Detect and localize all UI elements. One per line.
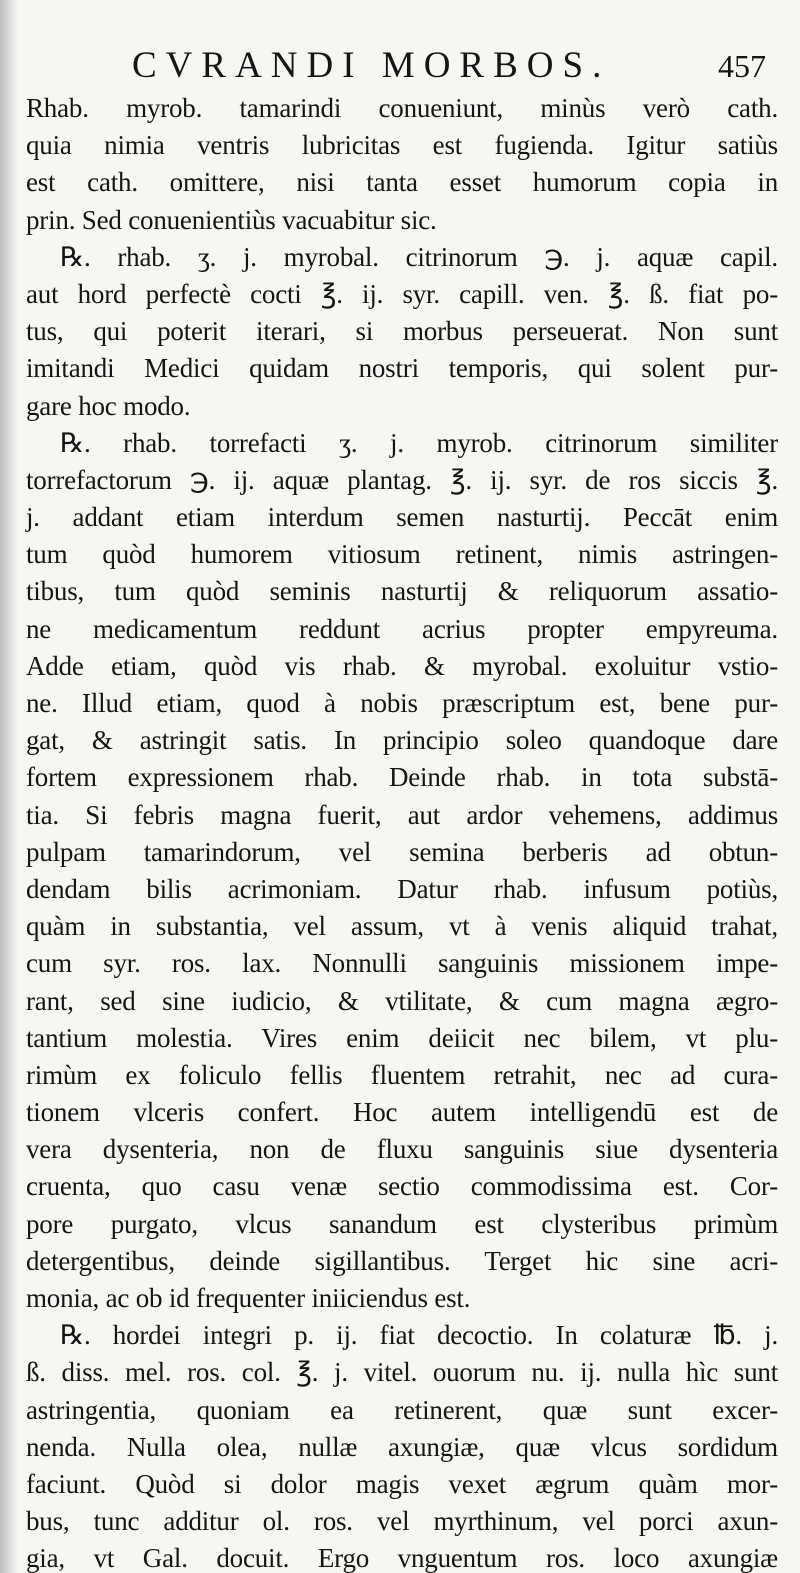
text-line: monia, ac ob id frequenter iniiciendus est.	[26, 1283, 471, 1313]
text-line: tibus, tum quòd seminis nasturtij & reliquorum assatio-	[26, 576, 778, 607]
text-line: rant, sed sine iudicio, & vtilitate, & cum magna ægro-	[26, 985, 778, 1016]
text-line: pulpam tamarindorum, vel semina berberis ad obtun-	[26, 836, 778, 867]
text-line: pore purgato, vlcus sanandum est clysteribus primùm	[26, 1208, 778, 1239]
text-line: ℞. hordei integri p. ij. fiat decoctio. In colaturæ ℔. j.	[60, 1320, 778, 1351]
text-line: aut hord perfectè cocti ℥. ij. syr. capill. ven. ℥. ß. fiat po-	[26, 278, 778, 309]
text-line: ß. diss. mel. ros. col. ℥. j. vitel. ouorum nu. ij. nulla hìc sunt	[26, 1357, 778, 1388]
text-line: fortem expressionem rhab. Deinde rhab. in tota substā-	[26, 762, 778, 793]
text-line: tum quòd humorem vitiosum retinent, nimis astringen-	[26, 539, 778, 570]
gutter-shadow	[0, 0, 18, 1573]
text-line: imitandi Medici quidam nostri temporis, qui solent pur-	[26, 353, 778, 384]
text-line: cum syr. ros. lax. Nonnulli sanguinis missionem impe-	[26, 948, 778, 979]
text-line: prin. Sed conuenientiùs vacuabitur sic.	[26, 204, 437, 235]
text-line: nenda. Nulla olea, nullæ axungiæ, quæ vlcus sordidum	[26, 1431, 778, 1462]
running-title: CVRANDI MORBOS.	[132, 45, 611, 86]
text-line: ne medicamentum reddunt acrius propter empyreuma.	[26, 613, 778, 644]
text-line: rimùm ex foliculo fellis fluentem retrahit, nec ad cura-	[26, 1059, 778, 1090]
text-line: gat, & astringit satis. In principio soleo quandoque dare	[26, 725, 778, 756]
text-line: tionem vlceris confert. Hoc autem intelligendū est de	[26, 1097, 778, 1128]
text-line: torrefactorum ℈. ij. aquæ plantag. ℥. ij. syr. de ros siccis ℥.	[26, 464, 778, 495]
text-line: ℞. rhab. torrefacti ʒ. j. myrob. citrinorum similiter	[60, 427, 778, 458]
text-line: tus, qui poterit iterari, si morbus perseuerat. Non sunt	[26, 316, 778, 347]
text-line: Adde etiam, quòd vis rhab. & myrobal. exoluitur vstio-	[26, 650, 778, 681]
text-line: quia nimia ventris lubricitas est fugienda. Igitur satiùs	[26, 130, 778, 161]
text-line: j. addant etiam interdum semen nasturtij. Peccāt enim	[26, 502, 778, 533]
text-line: dendam bilis acrimoniam. Datur rhab. infusum potiùs,	[26, 873, 778, 904]
text-line: faciunt. Quòd si dolor magis vexet ægrum quàm mor-	[26, 1468, 778, 1499]
text-line: astringentia, quoniam ea retinerent, quæ sunt excer-	[26, 1394, 778, 1425]
text-line: tia. Si febris magna fuerit, aut ardor vehemens, addimus	[26, 799, 778, 830]
page-header	[0, 40, 800, 92]
text-line: detergentibus, deinde sigillantibus. Terget hic sine acri-	[26, 1245, 778, 1276]
text-line: ne. Illud etiam, quod à nobis præscriptum est, bene pur-	[26, 688, 778, 718]
text-line: gia, vt Gal. docuit. Ergo vnguentum ros. loco axungiæ	[26, 1543, 778, 1573]
body-text	[26, 90, 778, 1573]
text-line: quàm in substantia, vel assum, vt à venis aliquid trahat,	[26, 911, 778, 942]
text-line: est cath. omittere, nisi tanta esset humorum copia in	[26, 167, 778, 198]
page-number: 457	[718, 48, 766, 84]
text-line: Rhab. myrob. tamarindi conueniunt, minùs verò cath.	[26, 93, 778, 123]
text-line: ℞. rhab. ʒ. j. myrobal. citrinorum ℈. j. aquæ capil.	[60, 241, 778, 272]
text-line: vera dysenteria, non de fluxu sanguinis siue dysenteria	[26, 1134, 778, 1165]
text-line: tantium molestia. Vires enim deiicit nec bilem, vt plu-	[26, 1022, 778, 1053]
text-line: gare hoc modo.	[26, 390, 191, 421]
text-line: cruenta, quo casu venæ sectio commodissima est. Cor-	[26, 1171, 778, 1202]
text-line: bus, tunc additur ol. ros. vel myrthinum, vel porci axun-	[26, 1506, 778, 1537]
